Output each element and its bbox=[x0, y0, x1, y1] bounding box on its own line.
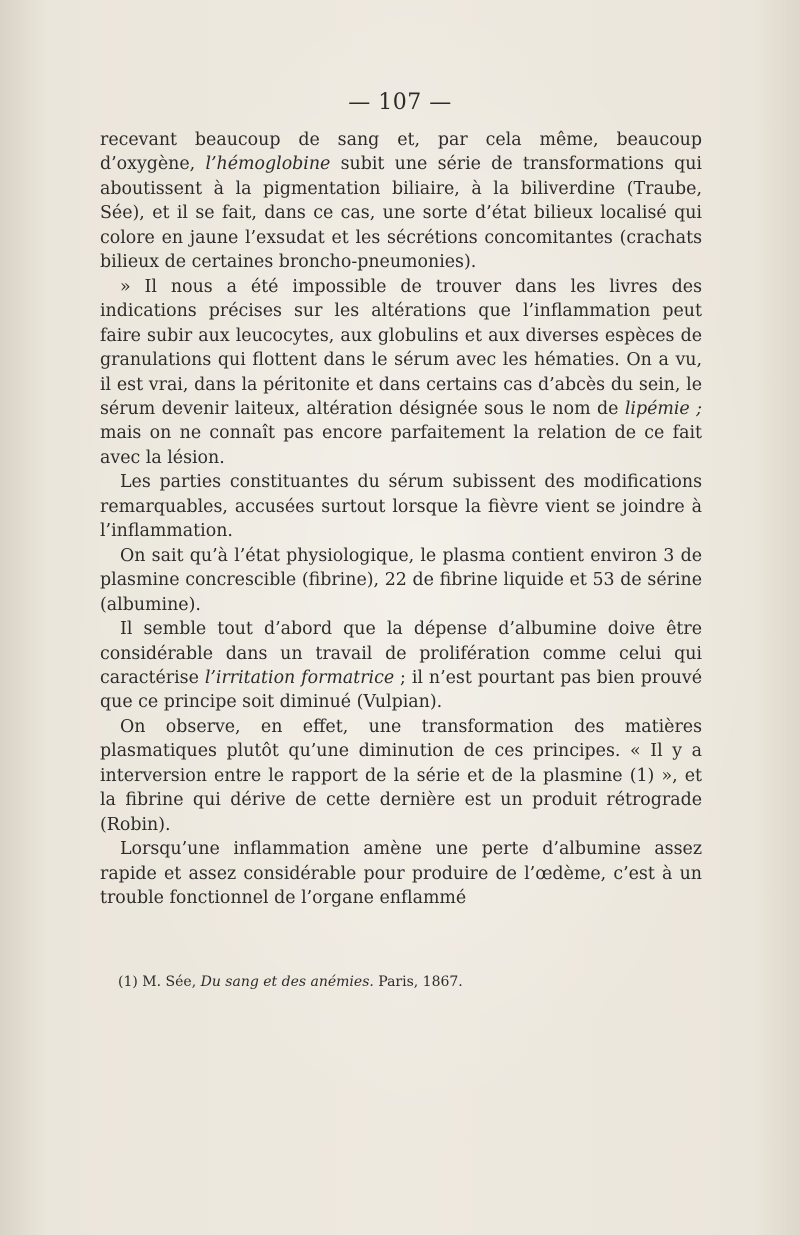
italic-run: l’irritation formatrice bbox=[204, 667, 395, 688]
paragraph bbox=[100, 715, 702, 837]
paragraph bbox=[100, 470, 702, 543]
footnote-title: Du sang et des anémies. bbox=[200, 974, 374, 990]
paragraph bbox=[100, 128, 702, 275]
footnote-author: M. Sée, bbox=[142, 974, 197, 990]
footnote bbox=[118, 972, 698, 992]
text-run: mais on ne connaît pas encore parfaitement la relation de ce fait avec la lésion. bbox=[100, 423, 702, 468]
text-run: On sait qu’à l’état physiologique, le plasma contient environ 3 de plasmine concrescible (fibrine), 22 de fibrine liquide et 53 de sérine (albumine). bbox=[100, 545, 702, 615]
text-run: Lorsqu’une inflammation amène une perte d’albumine assez rapide et assez considérable pour produire de l’œdème, c’est à un trouble fonctionnel de l’organe enflammé bbox=[100, 839, 702, 909]
paragraph bbox=[100, 544, 702, 617]
footnote-rest: Paris, 1867. bbox=[378, 974, 463, 990]
text-run: » Il nous a été impossible de trouver dans les livres des indications précises sur les altérations que l’inflammation peut faire subir aux leucocytes, aux globulins et aux diverses espèces de granulations qui flottent dans le sérum avec les hématies. On a vu, il est vrai, dans la péritonite et dans certains cas d’abcès du sein, le sérum devenir laiteux, altération désignée sous le nom de bbox=[100, 276, 702, 419]
text-run: subit une série de transformations qui aboutissent à la pigmentation biliaire, à la biliverdine (Traube, Sée), et il se fait, dans ce cas, une sorte d’état bilieux localisé qui colore en jaune l’exsudat et les sécrétions concomitantes (crachats bilieux de certaines broncho-pneumonies). bbox=[100, 154, 702, 273]
text-run: Les parties constituantes du sérum subissent des modifications remarquables, accusées surtout lorsque la fièvre vient se joindre à l’inflammation. bbox=[100, 472, 702, 542]
paragraph bbox=[100, 837, 702, 910]
paragraph bbox=[100, 617, 702, 715]
body-text bbox=[100, 128, 702, 911]
text-run: ; il n’est pourtant pas bien prouvé que ce principe soit diminué (Vulpian). bbox=[100, 667, 702, 713]
page-number: — 107 — bbox=[348, 90, 452, 115]
footnote-marker: (1) bbox=[118, 974, 138, 990]
text-run: Il semble tout d’abord que la dépense d’albumine doive être considérable dans un travail de prolifération comme celui qui caractérise bbox=[100, 619, 702, 688]
paragraph bbox=[100, 275, 702, 471]
italic-run: lipémie ; bbox=[624, 398, 702, 419]
text-run: recevant beaucoup de sang et, par cela même, beaucoup d’oxygène, bbox=[100, 130, 702, 175]
italic-run: l’hémoglobine bbox=[205, 154, 331, 175]
text-run: On observe, en effet, une transformation des matières plasmatiques plutôt qu’une diminution de ces principes. « Il y a interversion entre le rapport de la série et de la plasmine (1) », et la fibrine qui dérive de cette dernière est un produit rétrograde (Robin). bbox=[100, 716, 702, 835]
